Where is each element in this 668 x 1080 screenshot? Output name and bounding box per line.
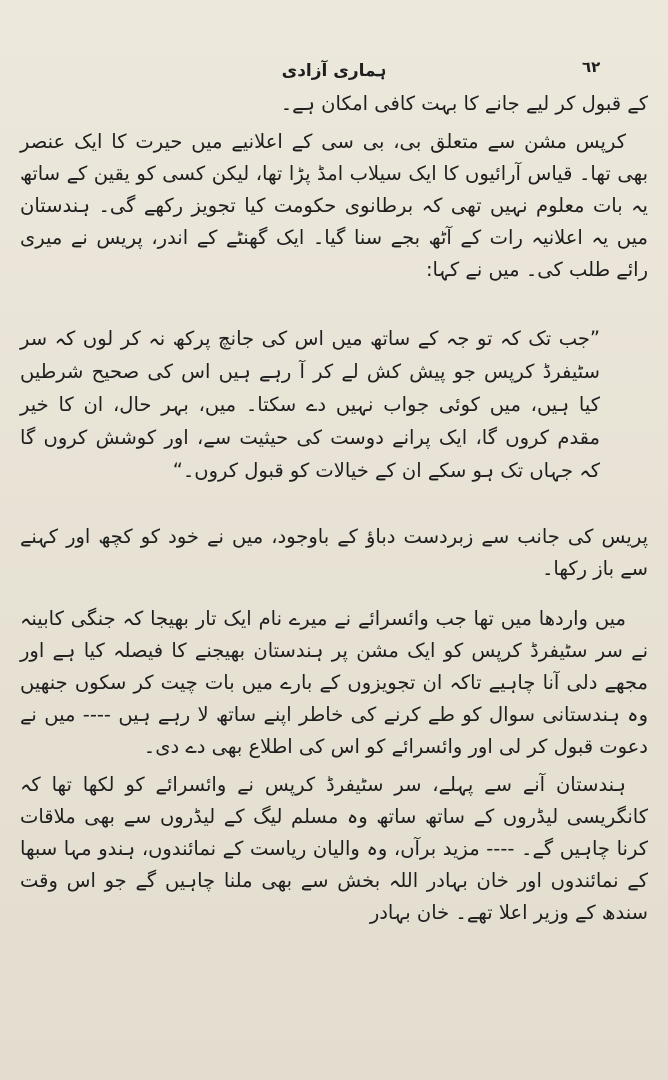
paragraph-cripps-letter: ہندستان آنے سے پہلے، سر سٹیفرڈ کرپس نے وائسرائے کو لکھا تھا کہ کانگریسی لیڈروں کے ساتھ ساتھ وہ مسلم لیگ کے لیڈروں سے بھی ملاقات کرنا چاہیں گے۔ ---- مزید برآں، وہ والیان ریاست کے نمائندوں، ہندو مہا سبھا کے نمائندوں اور خان بہادر اللہ بخش سے بھی ملنا چاہیں گے جو اس وقت سندھ کے وزیر اعلا تھے۔ خان بہادر <box>20 773 648 924</box>
quoted-statement: ”جب تک کہ تو جہ کے ساتھ میں اس کی جانچ پرکھ نہ کر لوں کہ سر سٹیفرڈ کرپس جو پیش کش لے کر آ رہے ہیں اس کی صحیح شرطیں کیا ہیں، میں کوئی جواب نہیں دے سکتا۔ میں، بہر حال، ان کا خیر مقدم کروں گا، ایک پرانے دوست کی حیثیت سے، اور کوشش کروں گا کہ جہاں تک ہو سکے ان کے خیالات کو قبول کروں۔“ <box>20 327 600 482</box>
paragraph-bbc-announcement: کرپس مشن سے متعلق بی، بی سی کے اعلانیے میں حیرت کا ایک عنصر بھی تھا۔ قیاس آرائیوں کا ایک سیلاب امڈ پڑا تھا، لیکن کسی کو یقین کے ساتھ یہ بات معلوم نہیں تھی کہ برطانوی حکومت کیا تجویز رکھے گی۔ ہندستان میں یہ اعلانیہ رات کے آٹھ بجے سنا گیا۔ ایک گھنٹے کے اندر، پریس نے میری رائے طلب کی۔ میں نے کہا: <box>20 130 648 281</box>
page-number: ٦٢ <box>582 58 601 76</box>
running-title: ہماری آزادی <box>281 61 387 81</box>
paragraph-press-pressure: پریس کی جانب سے زبردست دباؤ کے باوجود، میں نے خود کو کچھ اور کہنے سے باز رکھا۔ <box>20 525 648 580</box>
paragraph-continuation: کے قبول کر لیے جانے کا بہت کافی امکان ہے۔ <box>280 92 648 115</box>
page-body <box>20 88 648 935</box>
paragraph-wardha-telegram: میں واردھا میں تھا جب وائسرائے نے میرے نام ایک تار بھیجا کہ جنگی کابینہ نے سر سٹیفرڈ کرپس کو ایک مشن پر ہندستان بھیجنے کا فیصلہ کیا ہے اور مجھے دلی آنا چاہیے تاکہ ان تجویزوں کے بارے میں بات چیت کر سکوں جنھیں وہ ہندستانی سوال کو طے کرنے کی خاطر اپنے ساتھ لا رہے ہیں ---- میں نے دعوت قبول کر لی اور وائسرائے کو اس کی اطلاع بھی دے دی۔ <box>20 607 648 758</box>
